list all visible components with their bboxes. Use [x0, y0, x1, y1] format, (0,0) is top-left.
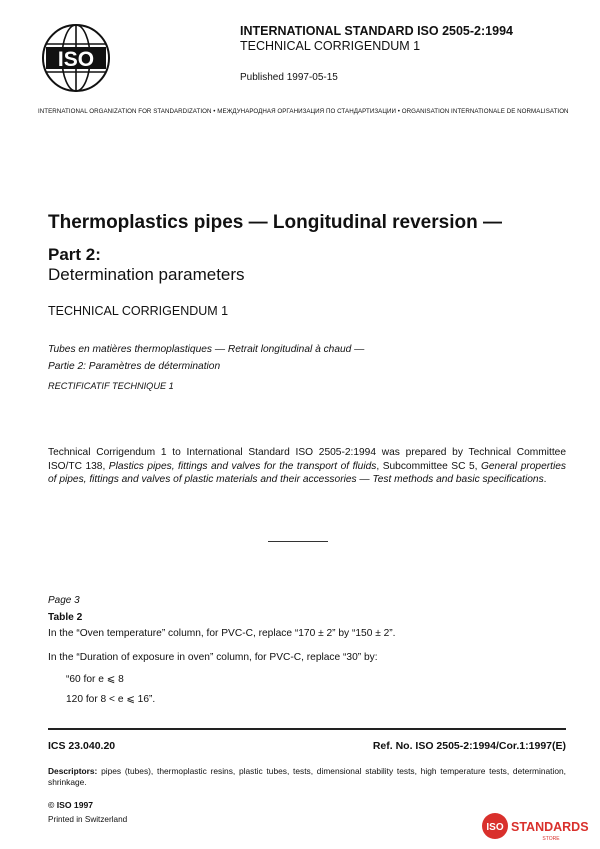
correction-line-1: In the “Oven temperature” column, for PVC-C, replace “170 ± 2” by “150 ± 2”.: [48, 628, 396, 639]
french-corrigendum: RECTIFICATIF TECHNIQUE 1: [48, 381, 174, 391]
section-divider: [268, 541, 328, 542]
replacement-line-2: 120 for 8 < e ⩽ 16”.: [66, 694, 156, 705]
part-number: Part 2:: [48, 245, 101, 264]
standards-store-watermark: [481, 812, 593, 842]
svg-text:ISO: ISO: [57, 48, 95, 71]
document-title: Thermoplastics pipes — Longitudinal reversion —: [48, 212, 502, 233]
part-name: Determination parameters: [48, 265, 245, 284]
table-reference: Table 2: [48, 612, 83, 623]
svg-text:STORE: STORE: [542, 836, 560, 842]
corrigendum-subtitle: TECHNICAL CORRIGENDUM 1: [240, 39, 421, 53]
organization-line: INTERNATIONAL ORGANIZATION FOR STANDARDIZATION • МЕЖДУНАРОДНАЯ ОРГАНИЗАЦИЯ ПО СТАНДАРТИЗАЦИИ • ORGANISATION INTERNATIONALE DE NORMALISATION: [38, 108, 569, 115]
page-reference: Page 3: [48, 595, 80, 606]
printed-location: Printed in Switzerland: [48, 815, 128, 824]
copyright: © ISO 1997: [48, 800, 94, 810]
reference-number: Ref. No. ISO 2505-2:1994/Cor.1:1997(E): [372, 740, 566, 752]
standard-title: INTERNATIONAL STANDARD ISO 2505-2:1994: [240, 24, 513, 38]
replacement-line-1: “60 for e ⩽ 8: [66, 674, 124, 685]
corrigendum-heading: TECHNICAL CORRIGENDUM 1: [48, 304, 229, 318]
french-part-title: Partie 2: Paramètres de détermination: [48, 361, 221, 372]
ics-code: ICS 23.040.20: [48, 740, 116, 752]
french-title: Tubes en matières thermoplastiques — Retrait longitudinal à chaud —: [48, 344, 365, 355]
published-date: Published 1997-05-15: [240, 72, 338, 83]
footer-rule: [48, 728, 566, 730]
iso-logo: [38, 20, 114, 96]
correction-line-2: In the “Duration of exposure in oven” column, for PVC-C, replace “30” by:: [48, 652, 378, 663]
svg-text:ISO: ISO: [486, 822, 504, 833]
svg-text:STANDARDS: STANDARDS: [511, 820, 589, 834]
descriptors: Descriptors: pipes (tubes), thermoplastic resins, plastic tubes, tests, dimensional stability tests, high temperature tests, determination, shrinkage.: [48, 766, 566, 787]
intro-paragraph: Technical Corrigendum 1 to International Standard ISO 2505-2:1994 was prepared by Technical Committee ISO/TC 138, Plastics pipes, fittings and valves for the transport of fluids, Subcommittee SC 5, General properties of pipes, fittings and valves of plastic materials and their accessories — Test methods and basic specifications.: [48, 447, 566, 485]
